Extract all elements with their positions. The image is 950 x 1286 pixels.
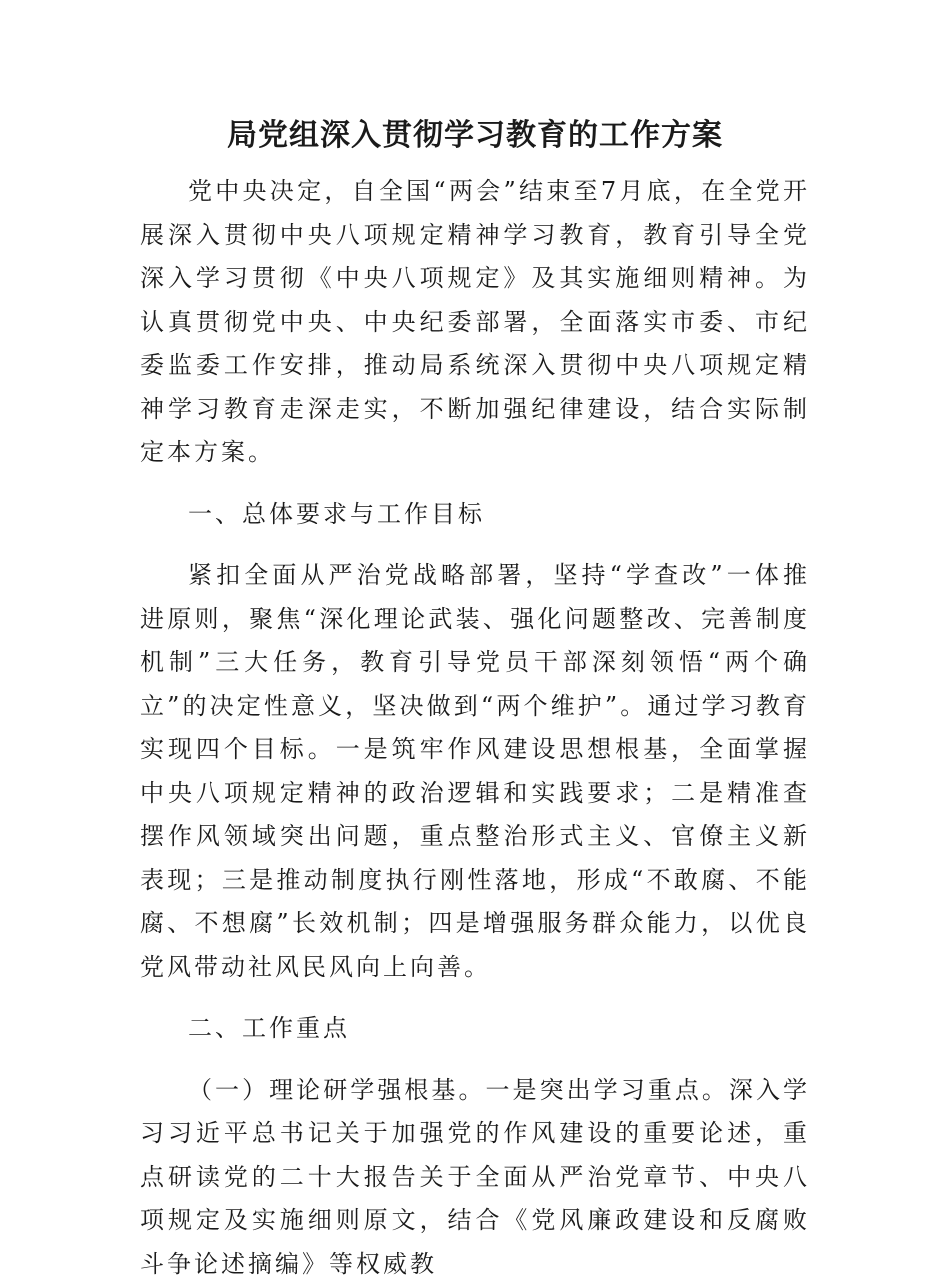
document-page	[140, 108, 810, 1286]
section-2-1-paragraph: （一）理论研学强根基。一是突出学习重点。深入学习习近平总书记关于加强党的作风建设的重要论述，重点研读党的二十大报告关于全面从严治党章节、中央八项规定及实施细则原文，结合《党风廉政建设和反腐败斗争论述摘编》等权威教	[140, 1069, 810, 1286]
spacer	[140, 1051, 810, 1069]
document-title: 局党组深入贯彻学习教育的工作方案	[140, 108, 810, 164]
intro-paragraph: 党中央决定，自全国“两会”结束至7月底，在全党开展深入贯彻中央八项规定精神学习教育，教育引导全党深入学习贯彻《中央八项规定》及其实施细则精神。为认真贯彻党中央、中央纪委部署，全面落实市委、市纪委监委工作安排，推动局系统深入贯彻中央八项规定精神学习教育走深走实，不断加强纪律建设，结合实际制定本方案。	[140, 170, 810, 475]
section-2-heading: 二、工作重点	[140, 1007, 810, 1051]
spacer	[140, 475, 810, 493]
section-1-paragraph: 紧扣全面从严治党战略部署，坚持“学查改”一体推进原则，聚焦“深化理论武装、强化问题整改、完善制度机制”三大任务，教育引导党员干部深刻领悟“两个确立”的决定性意义，坚决做到“两个维护”。通过学习教育实现四个目标。一是筑牢作风建设思想根基，全面掌握中央八项规定精神的政治逻辑和实践要求；二是精准查摆作风领域突出问题，重点整治形式主义、官僚主义新表现；三是推动制度执行刚性落地，形成“不敢腐、不能腐、不想腐”长效机制；四是增强服务群众能力，以优良党风带动社风民风向上向善。	[140, 554, 810, 989]
section-1-heading: 一、总体要求与工作目标	[140, 493, 810, 537]
spacer	[140, 536, 810, 554]
spacer	[140, 989, 810, 1007]
